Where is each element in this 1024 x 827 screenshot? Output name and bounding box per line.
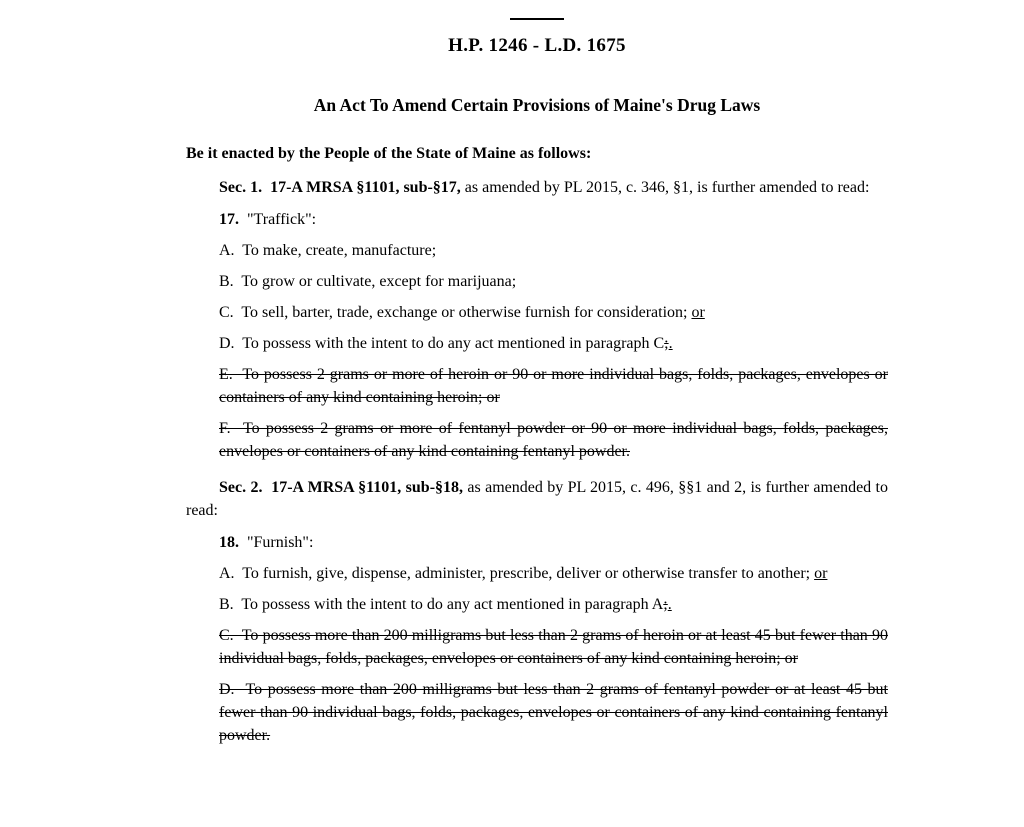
text-segment-strike: D. To possess more than 200 milligrams but less than 2 grams of fentanyl powder or at least 45 but fewer than 90 individual bags, folds, packages, envelopes or containers of any kind containing fentanyl powder. (219, 681, 888, 744)
list-item (219, 301, 888, 324)
text-segment-plain: "Traffick": (239, 211, 317, 228)
text-segment-plain: as amended by PL 2015, c. 496, §§1 and 2, is further amended to read: (186, 479, 888, 519)
list-item (219, 332, 888, 355)
text-segment-bold: 17. (219, 211, 239, 228)
text-segment-strike: E. To possess 2 grams or more of heroin or 90 or more individual bags, folds, packages, envelopes or containers of any kind containing heroin; or (219, 366, 888, 406)
separator-line (510, 18, 564, 20)
list-item (219, 417, 888, 463)
text-segment-bold: Sec. 2. 17-A MRSA §1101, sub-§18, (219, 479, 464, 496)
text-segment-plain: C. To sell, barter, trade, exchange or otherwise furnish for consideration; (219, 304, 692, 321)
list-item (219, 624, 888, 670)
bill-document (186, 0, 888, 747)
text-segment-plain: as amended by PL 2015, c. 346, §1, is further amended to read: (460, 179, 870, 196)
list-item (219, 239, 888, 262)
text-segment-strike: F. To possess 2 grams or more of fentanyl powder or 90 or more individual bags, folds, packages, envelopes or containers of any kind containing fentanyl powder. (219, 420, 888, 460)
text-segment-strike: C. To possess more than 200 milligrams but less than 2 grams of heroin or at least 45 but fewer than 90 individual bags, folds, packages, envelopes or containers of any kind containing heroin; or (219, 627, 888, 667)
paragraph (219, 208, 888, 231)
bill-number: H.P. 1246 - L.D. 1675 (448, 35, 626, 56)
list-item (219, 678, 888, 747)
text-segment-underline: or (814, 565, 828, 582)
text-segment-plain: B. To possess with the intent to do any act mentioned in paragraph A (219, 596, 664, 613)
paragraph (186, 476, 888, 522)
text-segment-bold: Sec. 1. 17-A MRSA §1101, sub-§17, (219, 179, 461, 196)
text-segment-underline: . (667, 596, 672, 613)
text-segment-bold: 18. (219, 534, 239, 551)
act-title: An Act To Amend Certain Provisions of Maine's Drug Laws (313, 95, 761, 115)
list-item (219, 593, 888, 616)
text-segment-underline: or (691, 304, 705, 321)
text-segment-plain: A. To make, create, manufacture; (219, 242, 437, 259)
list-item (219, 270, 888, 293)
text-segment-plain: B. To grow or cultivate, except for marijuana; (219, 273, 517, 290)
text-segment-underline: . (668, 335, 673, 352)
enacting-clause: Be it enacted by the People of the State of Maine as follows: (186, 145, 592, 162)
text-segment-strike: ; (664, 335, 669, 352)
text-segment-plain: "Furnish": (239, 534, 314, 551)
text-segment-plain: D. To possess with the intent to do any act mentioned in paragraph C (219, 335, 665, 352)
text-segment-strike: ; (663, 596, 668, 613)
list-item (219, 562, 888, 585)
list-item (219, 363, 888, 409)
paragraph (219, 531, 888, 554)
bill-body (186, 176, 888, 747)
text-segment-plain: A. To furnish, give, dispense, administer, prescribe, deliver or otherwise transfer to another; (219, 565, 815, 582)
paragraph (186, 176, 888, 199)
